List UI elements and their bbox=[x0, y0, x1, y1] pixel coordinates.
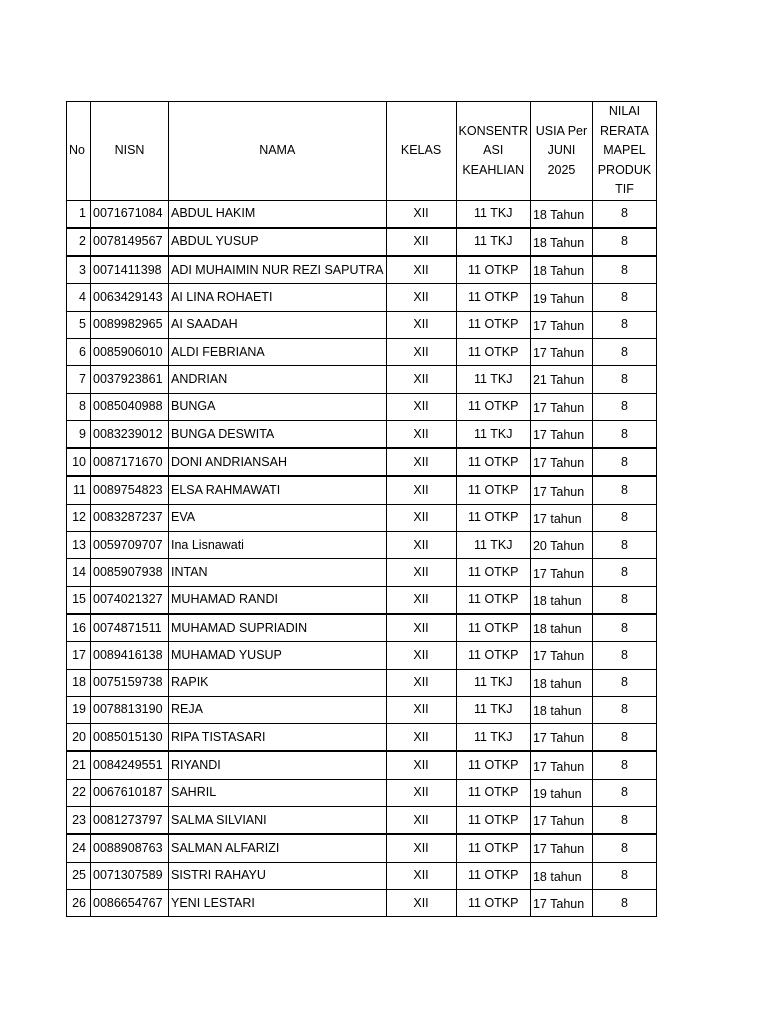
class-cell: XII bbox=[386, 642, 456, 669]
class-cell: XII bbox=[386, 614, 456, 642]
score-cell: 8 bbox=[592, 614, 656, 642]
score-cell: 8 bbox=[592, 586, 656, 614]
row-number: 7 bbox=[67, 366, 91, 393]
name-cell: RIPA TISTASARI bbox=[169, 724, 387, 752]
table-row bbox=[67, 834, 657, 862]
concentration-cell: 11 TKJ bbox=[456, 366, 530, 393]
class-cell: XII bbox=[386, 696, 456, 723]
class-cell: XII bbox=[386, 448, 456, 476]
score-cell: 8 bbox=[592, 228, 656, 256]
nisn-cell: 0074871511 bbox=[91, 614, 169, 642]
score-cell: 8 bbox=[592, 862, 656, 889]
concentration-cell: 11 OTKP bbox=[456, 751, 530, 779]
class-cell: XII bbox=[386, 366, 456, 393]
concentration-cell: 11 TKJ bbox=[456, 200, 530, 228]
student-table bbox=[66, 101, 657, 917]
class-cell: XII bbox=[386, 393, 456, 420]
concentration-cell: 11 OTKP bbox=[456, 889, 530, 916]
score-cell: 8 bbox=[592, 256, 656, 284]
name-cell: RIYANDI bbox=[169, 751, 387, 779]
age-cell: 17 Tahun bbox=[530, 338, 592, 365]
age-cell: 18 tahun bbox=[530, 669, 592, 696]
row-number: 11 bbox=[67, 476, 91, 504]
table-row bbox=[67, 504, 657, 531]
table-row bbox=[67, 724, 657, 752]
table-row bbox=[67, 779, 657, 806]
table-row bbox=[67, 614, 657, 642]
row-number: 21 bbox=[67, 751, 91, 779]
row-number: 19 bbox=[67, 696, 91, 723]
table-row bbox=[67, 642, 657, 669]
nisn-cell: 0089416138 bbox=[91, 642, 169, 669]
row-number: 25 bbox=[67, 862, 91, 889]
name-cell: SISTRI RAHAYU bbox=[169, 862, 387, 889]
row-number: 5 bbox=[67, 311, 91, 338]
table-row bbox=[67, 284, 657, 311]
nisn-cell: 0081273797 bbox=[91, 807, 169, 835]
table-row bbox=[67, 200, 657, 228]
class-cell: XII bbox=[386, 724, 456, 752]
class-cell: XII bbox=[386, 256, 456, 284]
table-row bbox=[67, 228, 657, 256]
table-row bbox=[67, 669, 657, 696]
nisn-cell: 0084249551 bbox=[91, 751, 169, 779]
table-row bbox=[67, 559, 657, 586]
score-cell: 8 bbox=[592, 448, 656, 476]
header-nisn: NISN bbox=[91, 102, 169, 201]
nisn-cell: 0085907938 bbox=[91, 559, 169, 586]
score-cell: 8 bbox=[592, 311, 656, 338]
age-cell: 17 Tahun bbox=[530, 393, 592, 420]
row-number: 4 bbox=[67, 284, 91, 311]
row-number: 16 bbox=[67, 614, 91, 642]
nisn-cell: 0063429143 bbox=[91, 284, 169, 311]
concentration-cell: 11 OTKP bbox=[456, 338, 530, 365]
class-cell: XII bbox=[386, 779, 456, 806]
row-number: 20 bbox=[67, 724, 91, 752]
row-number: 13 bbox=[67, 532, 91, 559]
score-cell: 8 bbox=[592, 476, 656, 504]
nisn-cell: 0087171670 bbox=[91, 448, 169, 476]
header-nama: NAMA bbox=[169, 102, 387, 201]
table-row bbox=[67, 532, 657, 559]
name-cell: MUHAMAD YUSUP bbox=[169, 642, 387, 669]
score-cell: 8 bbox=[592, 559, 656, 586]
concentration-cell: 11 TKJ bbox=[456, 532, 530, 559]
nisn-cell: 0075159738 bbox=[91, 669, 169, 696]
class-cell: XII bbox=[386, 559, 456, 586]
table-body bbox=[67, 200, 657, 917]
name-cell: ALDI FEBRIANA bbox=[169, 338, 387, 365]
age-cell: 18 tahun bbox=[530, 862, 592, 889]
nisn-cell: 0083287237 bbox=[91, 504, 169, 531]
table-row bbox=[67, 366, 657, 393]
nisn-cell: 0037923861 bbox=[91, 366, 169, 393]
concentration-cell: 11 OTKP bbox=[456, 311, 530, 338]
score-cell: 8 bbox=[592, 532, 656, 559]
name-cell: ABDUL HAKIM bbox=[169, 200, 387, 228]
class-cell: XII bbox=[386, 669, 456, 696]
name-cell: ABDUL YUSUP bbox=[169, 228, 387, 256]
age-cell: 17 Tahun bbox=[530, 476, 592, 504]
row-number: 2 bbox=[67, 228, 91, 256]
row-number: 3 bbox=[67, 256, 91, 284]
score-cell: 8 bbox=[592, 889, 656, 916]
concentration-cell: 11 OTKP bbox=[456, 807, 530, 835]
row-number: 26 bbox=[67, 889, 91, 916]
concentration-cell: 11 OTKP bbox=[456, 614, 530, 642]
score-cell: 8 bbox=[592, 669, 656, 696]
age-cell: 18 Tahun bbox=[530, 256, 592, 284]
row-number: 10 bbox=[67, 448, 91, 476]
concentration-cell: 11 OTKP bbox=[456, 862, 530, 889]
table-row bbox=[67, 420, 657, 448]
table-row bbox=[67, 751, 657, 779]
row-number: 6 bbox=[67, 338, 91, 365]
name-cell: MUHAMAD RANDI bbox=[169, 586, 387, 614]
age-cell: 17 Tahun bbox=[530, 807, 592, 835]
name-cell: ELSA RAHMAWATI bbox=[169, 476, 387, 504]
age-cell: 21 Tahun bbox=[530, 366, 592, 393]
score-cell: 8 bbox=[592, 393, 656, 420]
age-cell: 18 tahun bbox=[530, 586, 592, 614]
concentration-cell: 11 OTKP bbox=[456, 559, 530, 586]
table-row bbox=[67, 807, 657, 835]
score-cell: 8 bbox=[592, 807, 656, 835]
age-cell: 17 Tahun bbox=[530, 448, 592, 476]
age-cell: 19 tahun bbox=[530, 779, 592, 806]
header-row bbox=[67, 102, 657, 201]
row-number: 15 bbox=[67, 586, 91, 614]
table-row bbox=[67, 476, 657, 504]
concentration-cell: 11 OTKP bbox=[456, 256, 530, 284]
concentration-cell: 11 OTKP bbox=[456, 586, 530, 614]
row-number: 22 bbox=[67, 779, 91, 806]
age-cell: 17 Tahun bbox=[530, 420, 592, 448]
table-row bbox=[67, 862, 657, 889]
concentration-cell: 11 TKJ bbox=[456, 669, 530, 696]
concentration-cell: 11 OTKP bbox=[456, 448, 530, 476]
score-cell: 8 bbox=[592, 724, 656, 752]
class-cell: XII bbox=[386, 586, 456, 614]
name-cell: YENI LESTARI bbox=[169, 889, 387, 916]
age-cell: 19 Tahun bbox=[530, 284, 592, 311]
score-cell: 8 bbox=[592, 834, 656, 862]
nisn-cell: 0085015130 bbox=[91, 724, 169, 752]
row-number: 1 bbox=[67, 200, 91, 228]
class-cell: XII bbox=[386, 862, 456, 889]
age-cell: 17 Tahun bbox=[530, 834, 592, 862]
age-cell: 17 Tahun bbox=[530, 559, 592, 586]
nisn-cell: 0078813190 bbox=[91, 696, 169, 723]
concentration-cell: 11 TKJ bbox=[456, 420, 530, 448]
nisn-cell: 0074021327 bbox=[91, 586, 169, 614]
class-cell: XII bbox=[386, 476, 456, 504]
age-cell: 17 Tahun bbox=[530, 311, 592, 338]
concentration-cell: 11 TKJ bbox=[456, 696, 530, 723]
name-cell: ADI MUHAIMIN NUR REZI SAPUTRA bbox=[169, 256, 387, 284]
row-number: 14 bbox=[67, 559, 91, 586]
score-cell: 8 bbox=[592, 751, 656, 779]
class-cell: XII bbox=[386, 200, 456, 228]
score-cell: 8 bbox=[592, 420, 656, 448]
table-row bbox=[67, 393, 657, 420]
score-cell: 8 bbox=[592, 696, 656, 723]
class-cell: XII bbox=[386, 834, 456, 862]
name-cell: AI SAADAH bbox=[169, 311, 387, 338]
name-cell: Ina Lisnawati bbox=[169, 532, 387, 559]
nisn-cell: 0088908763 bbox=[91, 834, 169, 862]
class-cell: XII bbox=[386, 311, 456, 338]
header-no: No bbox=[67, 102, 91, 201]
concentration-cell: 11 OTKP bbox=[456, 284, 530, 311]
nisn-cell: 0071307589 bbox=[91, 862, 169, 889]
header-nilai: NILAI RERATA MAPEL PRODUK TIF bbox=[592, 102, 656, 201]
header-usia: USIA Per JUNI 2025 bbox=[530, 102, 592, 201]
age-cell: 17 Tahun bbox=[530, 642, 592, 669]
score-cell: 8 bbox=[592, 338, 656, 365]
class-cell: XII bbox=[386, 338, 456, 365]
concentration-cell: 11 OTKP bbox=[456, 504, 530, 531]
name-cell: REJA bbox=[169, 696, 387, 723]
age-cell: 17 Tahun bbox=[530, 751, 592, 779]
concentration-cell: 11 OTKP bbox=[456, 642, 530, 669]
age-cell: 17 tahun bbox=[530, 504, 592, 531]
table-row bbox=[67, 586, 657, 614]
name-cell: SALMAN ALFARIZI bbox=[169, 834, 387, 862]
nisn-cell: 0067610187 bbox=[91, 779, 169, 806]
nisn-cell: 0059709707 bbox=[91, 532, 169, 559]
class-cell: XII bbox=[386, 228, 456, 256]
row-number: 18 bbox=[67, 669, 91, 696]
concentration-cell: 11 OTKP bbox=[456, 834, 530, 862]
class-cell: XII bbox=[386, 284, 456, 311]
class-cell: XII bbox=[386, 889, 456, 916]
name-cell: MUHAMAD SUPRIADIN bbox=[169, 614, 387, 642]
age-cell: 18 tahun bbox=[530, 696, 592, 723]
name-cell: INTAN bbox=[169, 559, 387, 586]
concentration-cell: 11 OTKP bbox=[456, 779, 530, 806]
row-number: 23 bbox=[67, 807, 91, 835]
nisn-cell: 0085040988 bbox=[91, 393, 169, 420]
class-cell: XII bbox=[386, 504, 456, 531]
concentration-cell: 11 TKJ bbox=[456, 228, 530, 256]
nisn-cell: 0071411398 bbox=[91, 256, 169, 284]
age-cell: 18 tahun bbox=[530, 614, 592, 642]
score-cell: 8 bbox=[592, 284, 656, 311]
table-row bbox=[67, 338, 657, 365]
header-konsentrasi: KONSENTR ASI KEAHLIAN bbox=[456, 102, 530, 201]
table-row bbox=[67, 889, 657, 916]
name-cell: AI LINA ROHAETI bbox=[169, 284, 387, 311]
score-cell: 8 bbox=[592, 642, 656, 669]
row-number: 24 bbox=[67, 834, 91, 862]
name-cell: SALMA SILVIANI bbox=[169, 807, 387, 835]
nisn-cell: 0085906010 bbox=[91, 338, 169, 365]
nisn-cell: 0089982965 bbox=[91, 311, 169, 338]
table-row bbox=[67, 311, 657, 338]
table-row bbox=[67, 448, 657, 476]
name-cell: ANDRIAN bbox=[169, 366, 387, 393]
score-cell: 8 bbox=[592, 779, 656, 806]
nisn-cell: 0078149567 bbox=[91, 228, 169, 256]
name-cell: BUNGA bbox=[169, 393, 387, 420]
row-number: 9 bbox=[67, 420, 91, 448]
nisn-cell: 0071671084 bbox=[91, 200, 169, 228]
name-cell: DONI ANDRIANSAH bbox=[169, 448, 387, 476]
name-cell: SAHRIL bbox=[169, 779, 387, 806]
nisn-cell: 0083239012 bbox=[91, 420, 169, 448]
name-cell: RAPIK bbox=[169, 669, 387, 696]
age-cell: 17 Tahun bbox=[530, 724, 592, 752]
age-cell: 18 Tahun bbox=[530, 228, 592, 256]
class-cell: XII bbox=[386, 751, 456, 779]
class-cell: XII bbox=[386, 420, 456, 448]
name-cell: EVA bbox=[169, 504, 387, 531]
nisn-cell: 0086654767 bbox=[91, 889, 169, 916]
concentration-cell: 11 OTKP bbox=[456, 476, 530, 504]
row-number: 8 bbox=[67, 393, 91, 420]
nisn-cell: 0089754823 bbox=[91, 476, 169, 504]
table-row bbox=[67, 696, 657, 723]
concentration-cell: 11 OTKP bbox=[456, 393, 530, 420]
age-cell: 18 Tahun bbox=[530, 200, 592, 228]
score-cell: 8 bbox=[592, 504, 656, 531]
score-cell: 8 bbox=[592, 200, 656, 228]
class-cell: XII bbox=[386, 532, 456, 559]
class-cell: XII bbox=[386, 807, 456, 835]
name-cell: BUNGA DESWITA bbox=[169, 420, 387, 448]
age-cell: 20 Tahun bbox=[530, 532, 592, 559]
table-row bbox=[67, 256, 657, 284]
header-kelas: KELAS bbox=[386, 102, 456, 201]
row-number: 12 bbox=[67, 504, 91, 531]
row-number: 17 bbox=[67, 642, 91, 669]
concentration-cell: 11 TKJ bbox=[456, 724, 530, 752]
age-cell: 17 Tahun bbox=[530, 889, 592, 916]
score-cell: 8 bbox=[592, 366, 656, 393]
